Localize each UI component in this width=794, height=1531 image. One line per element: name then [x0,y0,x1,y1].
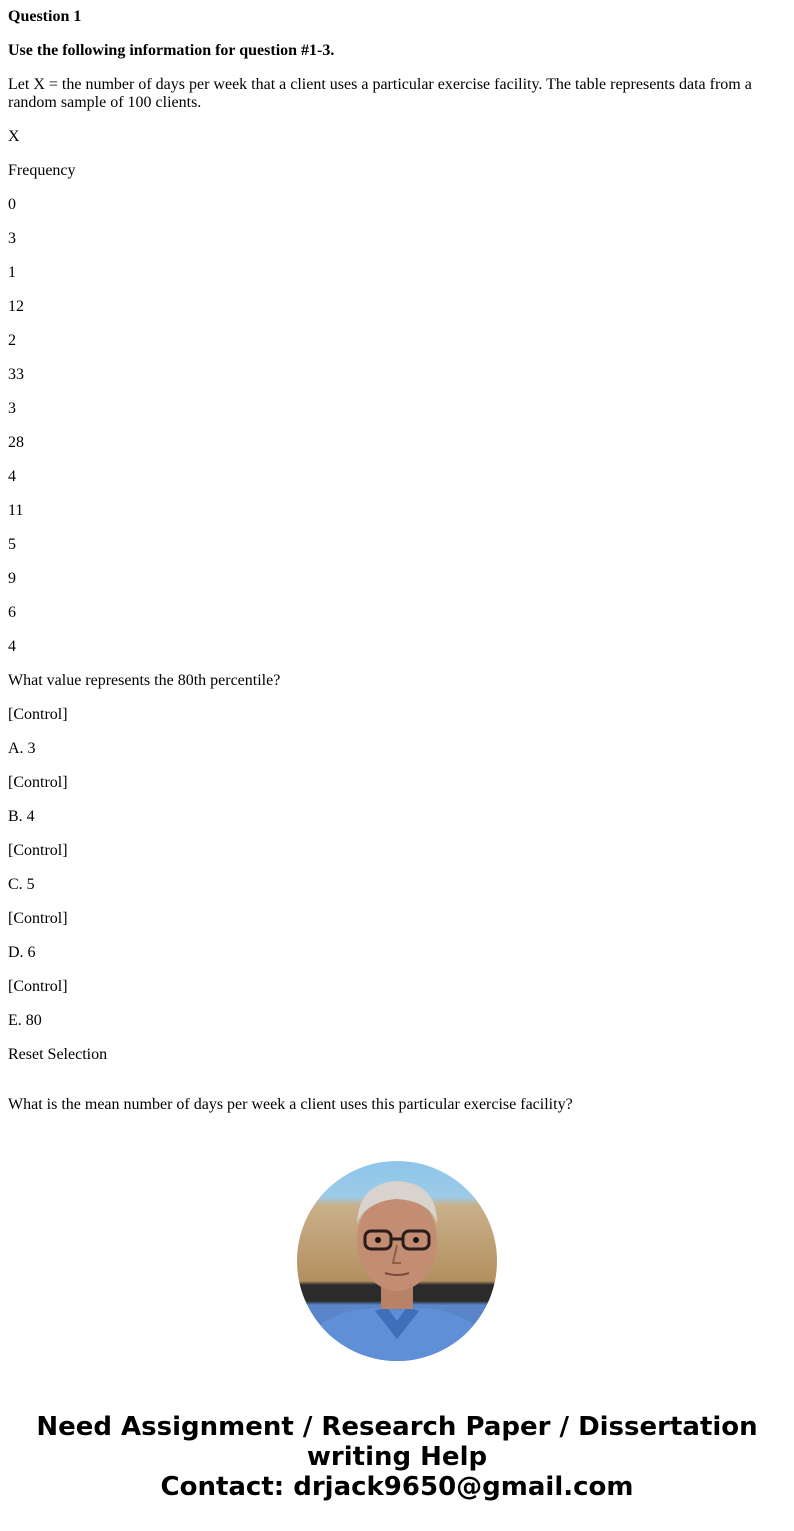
avatar [297,1161,497,1361]
option-b-label[interactable]: B. 4 [8,808,35,825]
table-cell-x: 2 [8,332,16,349]
option-b-control[interactable]: [Control] [8,774,68,791]
option-c-label[interactable]: C. 5 [8,876,35,893]
table-cell-frequency: 9 [8,570,16,587]
table-cell-frequency: 11 [8,502,24,519]
option-a-control[interactable]: [Control] [8,706,68,723]
question-1-prompt: What value represents the 80th percentile? [8,672,281,689]
question-content [0,8,794,1114]
table-cell-frequency: 28 [8,434,24,451]
option-e-label[interactable]: E. 80 [8,1012,42,1029]
table-cell-x: 6 [8,604,16,621]
table-cell-frequency: 3 [8,230,16,247]
option-a-label[interactable]: A. 3 [8,740,36,757]
table-cell-x: 4 [8,468,16,485]
promo-contact: Contact: drjack9650@gmail.com [160,1472,634,1502]
table-cell-frequency: 4 [8,638,16,655]
promo-line-2: writing Help [306,1442,488,1472]
reset-wrapper [8,1046,786,1080]
table-header-x: X [8,128,20,145]
reset-selection-button[interactable]: Reset Selection [8,1046,108,1063]
option-d-label[interactable]: D. 6 [8,944,36,961]
table-cell-frequency: 33 [8,366,24,383]
option-e-control[interactable]: [Control] [8,978,68,995]
promo-banner [0,1412,794,1502]
person-portrait-icon [297,1161,497,1361]
promo-line-1: Need Assignment / Research Paper / Dissertation [36,1412,758,1442]
question-instruction: Use the following information for question #1-3. [8,42,335,59]
question-2-prompt: What is the mean number of days per week a client uses this particular exercise facility? [8,1096,573,1113]
author-photo [297,1161,497,1361]
table-cell-x: 0 [8,196,16,213]
option-c-control[interactable]: [Control] [8,842,68,859]
option-d-control[interactable]: [Control] [8,910,68,927]
table-header-frequency: Frequency [8,162,76,179]
question-title: Question 1 [8,8,82,25]
table-cell-frequency: 12 [8,298,24,315]
table-cell-x: 5 [8,536,16,553]
question-intro: Let X = the number of days per week that a client uses a particular exercise facility. The table represents data from a random sample of 100 clients. [8,76,752,111]
table-cell-x: 3 [8,400,16,417]
table-cell-x: 1 [8,264,16,281]
